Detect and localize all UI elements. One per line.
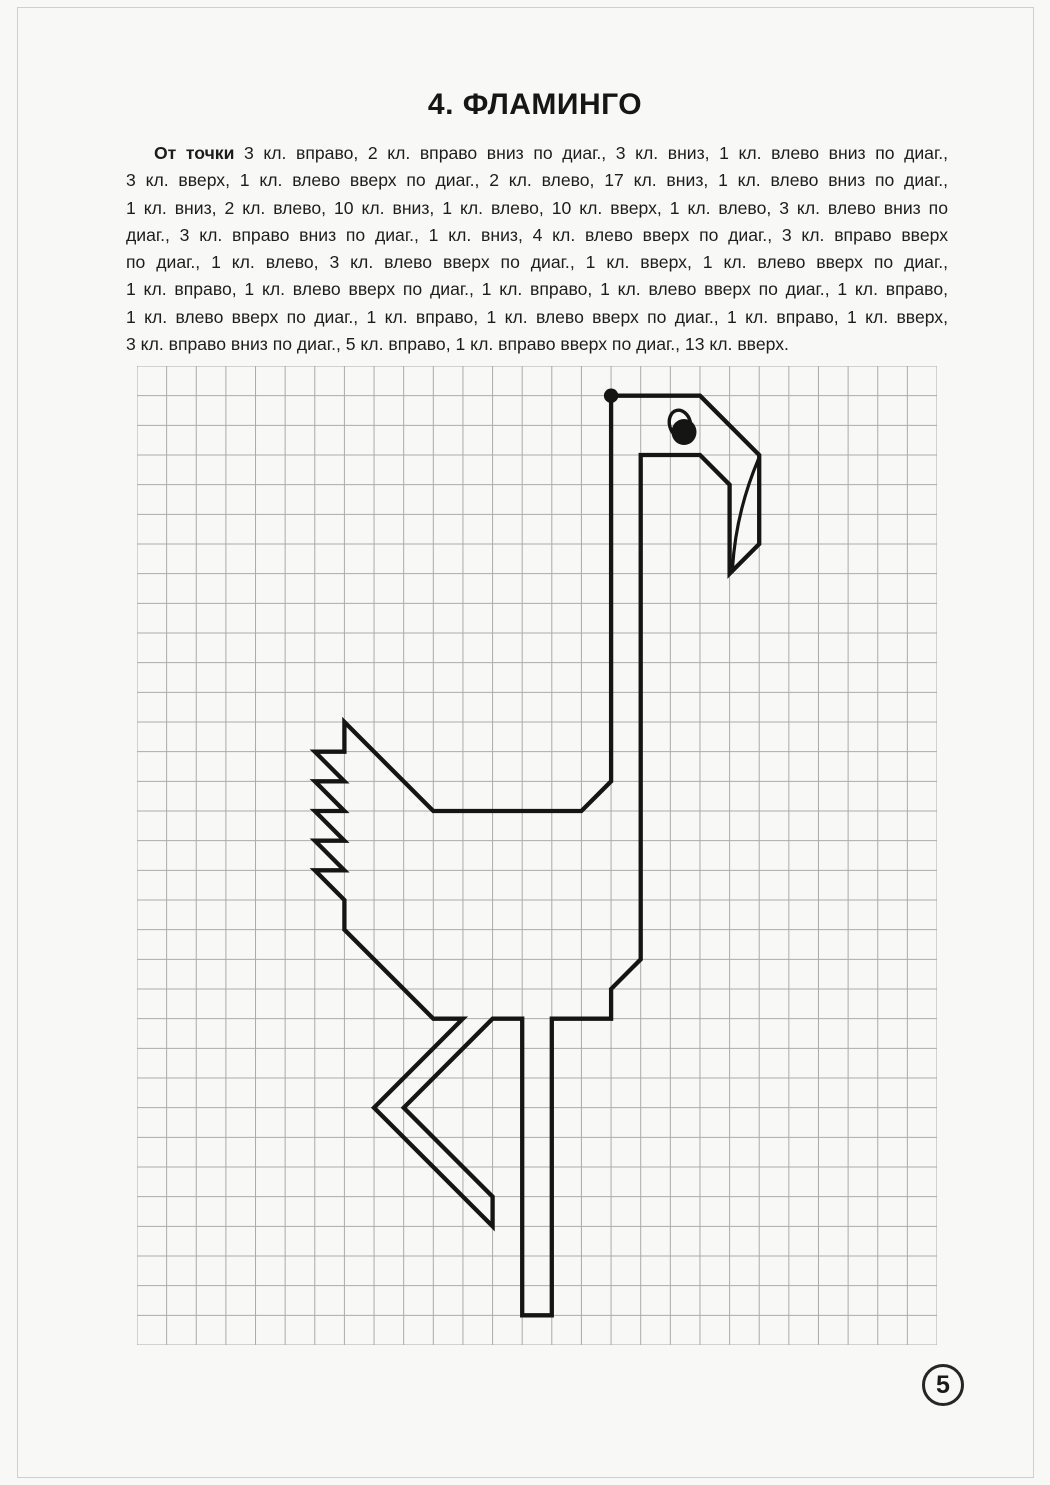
instruction-line: 1 кл. влево вверх по диаг., 1 кл. вправо, 1 кл. влево вверх по диаг., 1 кл. вправо, 1 кл. вверх,: [126, 306, 948, 327]
instructions-paragraph: [126, 140, 948, 358]
instruction-line: диаг., 3 кл. вправо вниз по диаг., 1 кл. вниз, 4 кл. влево вверх по диаг., 3 кл. вправо вверх: [126, 224, 948, 245]
grid-lines: [137, 366, 937, 1345]
page-number: 5: [936, 1370, 950, 1399]
flamingo-outline: [315, 396, 759, 1316]
instruction-line: 1 кл. вправо, 1 кл. влево вверх по диаг., 1 кл. вправо, 1 кл. влево вверх по диаг., 1 кл. вправо,: [126, 279, 948, 300]
instruction-line: 3 кл. вправо вниз по диаг., 5 кл. вправо, 1 кл. вправо вверх по диаг., 13 кл. вверх.: [126, 334, 789, 355]
page-number-badge: [922, 1364, 964, 1406]
page-title: 4. ФЛАМИНГО: [427, 88, 643, 121]
eye-pupil-icon: [672, 419, 697, 445]
instruction-line: [126, 140, 948, 167]
drawing-grid-area: [137, 366, 937, 1345]
start-dot: [604, 389, 618, 403]
instruction-line: 1 кл. вниз, 2 кл. влево, 10 кл. вниз, 1 кл. влево, 10 кл. вверх, 1 кл. влево, 3 кл. влево вниз по: [126, 197, 948, 218]
instruction-line: 3 кл. вверх, 1 кл. влево вверх по диаг., 2 кл. влево, 17 кл. вниз, 1 кл. влево вниз по диаг.,: [126, 170, 948, 191]
instruction-line: по диаг., 1 кл. влево, 3 кл. влево вверх по диаг., 1 кл. вверх, 1 кл. влево вверх по диаг.,: [126, 252, 948, 273]
instruction-lead: От точки: [154, 143, 235, 163]
instruction-text: 3 кл. вправо, 2 кл. вправо вниз по диаг., 3 кл. вниз, 1 кл. влево вниз по диаг.,: [234, 143, 949, 163]
grid-svg: [137, 366, 937, 1345]
